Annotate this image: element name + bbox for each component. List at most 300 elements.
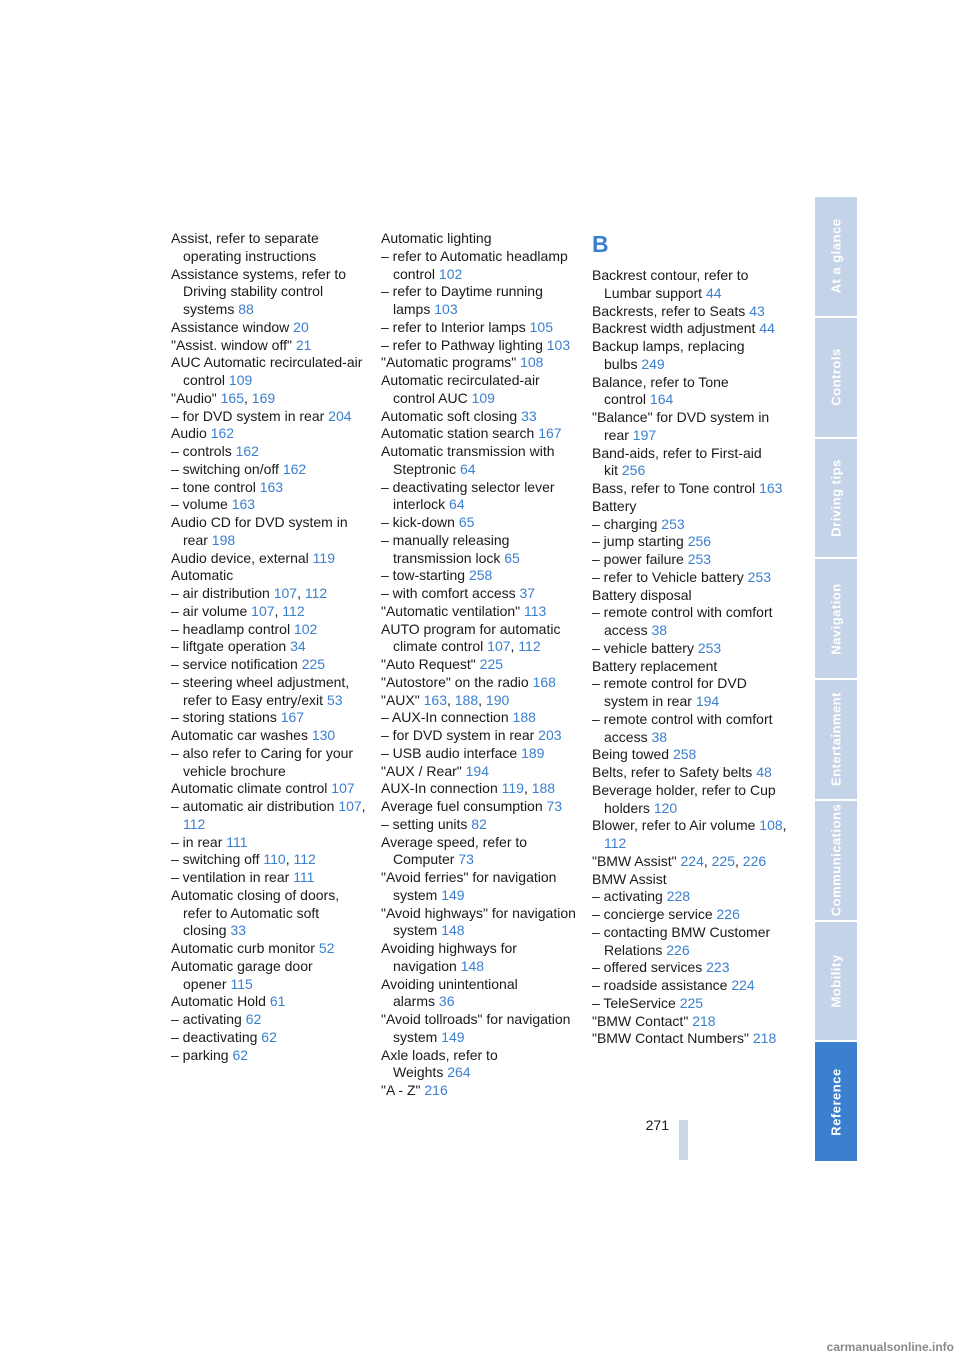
index-entry [592, 409, 792, 445]
index-entry [381, 1011, 577, 1047]
index-entry [171, 940, 371, 958]
index-entry [171, 727, 371, 745]
index-entry [381, 905, 577, 941]
chapter-tab-driving-tips[interactable] [815, 439, 857, 558]
page-reference-link[interactable]: 115 [230, 975, 253, 992]
index-entry-text: Avoiding unintentional alarms [381, 975, 518, 1010]
index-entry [592, 675, 792, 711]
index-entry-text: – switching off [171, 851, 260, 868]
index-entry-text: "Assist. window off" [171, 336, 292, 353]
page-reference-link[interactable]: 163 [423, 691, 447, 708]
page-reference-link[interactable]: 226 [666, 941, 690, 958]
index-entry-text: Bass, refer to Tone control [592, 480, 756, 496]
chapter-tab-mobility[interactable] [815, 922, 857, 1041]
index-entry-text: Automatic garage door opener [171, 957, 313, 992]
page-reference-link[interactable]: 163 [759, 480, 783, 496]
page-reference-link[interactable]: 112 [282, 602, 305, 619]
index-entry-text: – offered services [592, 959, 703, 976]
page-reference-link[interactable]: 65 [504, 549, 520, 566]
chapter-tab-label: At a glance [828, 218, 844, 294]
index-entry [171, 834, 371, 852]
index-entry [171, 337, 371, 355]
page-reference-link[interactable]: 107 [251, 602, 275, 619]
page-reference-link[interactable]: 119 [312, 549, 335, 566]
chapter-tab-at-a-glance[interactable] [815, 197, 857, 316]
page-reference-link[interactable]: 109 [228, 372, 253, 388]
index-entry-text: – remote control with comfort access [592, 604, 773, 638]
index-entry-text: "AUX / Rear" [381, 762, 462, 779]
page-reference-link[interactable]: 188 [512, 709, 536, 726]
page-reference-link[interactable]: 204 [328, 407, 352, 424]
page-reference-link[interactable]: 44 [759, 320, 775, 337]
page-reference-link[interactable]: 223 [706, 959, 730, 976]
index-entry [592, 320, 792, 338]
index-entry [171, 887, 371, 940]
page-reference-link[interactable]: 264 [447, 1064, 471, 1081]
page-reference-link[interactable]: 225 [301, 656, 326, 672]
page-reference-link[interactable]: 38 [651, 622, 668, 638]
page-reference-link[interactable]: 103 [546, 336, 571, 353]
page-reference-link[interactable]: 224 [680, 852, 704, 869]
page-reference-link[interactable]: 73 [458, 851, 474, 868]
page-reference-link[interactable]: 112 [293, 851, 316, 868]
page-reference-link[interactable]: 107 [487, 638, 511, 655]
index-entry [381, 745, 577, 763]
chapter-tab-communications[interactable] [815, 801, 857, 920]
index-entry-text: – setting units [381, 815, 468, 832]
page-reference-link[interactable]: 218 [752, 1030, 777, 1047]
page-reference-link[interactable]: 102 [293, 620, 318, 637]
index-entry-text: – switching on/off [171, 460, 279, 477]
index-entry-text: – steering wheel adjustment, refer to Easy entry/exit [171, 673, 350, 708]
index-entry-text: Automatic station search [381, 425, 535, 442]
index-entry [592, 551, 792, 569]
index-entry-text: – volume [171, 496, 228, 513]
page-reference-link[interactable]: 111 [293, 869, 315, 885]
page-reference-link[interactable]: 162 [210, 425, 235, 442]
index-entry-text: "Automatic programs" [381, 354, 517, 371]
index-entry-text: Audio device, external [171, 549, 309, 566]
page-reference-link[interactable]: 64 [449, 496, 465, 513]
index-entry [171, 1011, 371, 1029]
index-entry [381, 354, 577, 372]
index-entry-text: BMW Assist [592, 870, 667, 887]
index-entry [381, 1047, 577, 1083]
index-entry-text: AUX-In connection [381, 780, 498, 797]
page-reference-link[interactable]: 188 [531, 780, 556, 797]
index-entry-text: – also refer to Caring for your vehicle brochure [171, 744, 354, 779]
page-reference-link[interactable]: 189 [521, 744, 545, 761]
page-reference-link[interactable]: 258 [468, 567, 493, 584]
index-entry-text: "BMW Assist" [592, 852, 677, 869]
page-reference-link[interactable]: 88 [238, 301, 254, 317]
page-number: 271 [645, 1117, 669, 1133]
chapter-tab-label: Mobility [828, 954, 844, 1008]
index-entry [381, 337, 577, 355]
index-entry-text: Automatic Hold [171, 993, 266, 1010]
index-entry [171, 408, 371, 426]
index-entry-text: – manually releasing transmission lock [381, 531, 510, 566]
index-entry [592, 374, 792, 410]
index-entry [381, 479, 577, 515]
page-reference-link[interactable]: 256 [687, 533, 712, 550]
index-entry-text: – USB audio interface [381, 744, 518, 761]
index-entry-text: Automatic soft closing [381, 407, 518, 424]
page-reference-link[interactable]: 53 [326, 691, 343, 708]
page-reference-link[interactable]: 188 [454, 691, 479, 708]
index-entry-text: Automatic climate control [171, 780, 328, 797]
index-entry [592, 338, 792, 374]
page-reference-link[interactable]: 103 [434, 301, 458, 317]
page-reference-link[interactable]: 256 [621, 462, 646, 479]
page-reference-link[interactable]: 61 [269, 993, 286, 1010]
page-reference-link[interactable]: 198 [211, 531, 236, 548]
chapter-tab-reference[interactable] [815, 1042, 857, 1161]
page-reference-link[interactable]: 149 [441, 1028, 465, 1045]
index-entry-text: – kick-down [381, 514, 455, 530]
index-entry-text: – deactivating [171, 1028, 258, 1045]
page-reference-link[interactable]: 113 [524, 602, 547, 619]
page-reference-link[interactable]: 52 [318, 940, 335, 956]
page-reference-link[interactable]: 102 [438, 265, 463, 282]
index-entry-text: Battery disposal [592, 586, 692, 603]
index-entry-text: Audio CD for DVD system in rear [171, 514, 348, 548]
index-entry [171, 425, 371, 443]
index-entry [171, 514, 371, 550]
index-entry [381, 283, 577, 319]
page-reference-link[interactable]: 82 [471, 815, 487, 832]
index-entry-text: – roadside assistance [592, 977, 728, 993]
page-reference-link[interactable]: 226 [742, 852, 767, 869]
page-reference-link[interactable]: 149 [441, 886, 465, 903]
index-entry [592, 480, 792, 498]
index-entry-text: AUTO program for automatic climate control [381, 620, 561, 655]
index-entry-text: "Avoid highways" for navigation system [381, 904, 576, 939]
chapter-tab-label: Reference [828, 1067, 844, 1136]
index-entry-text: Automatic transmission with Steptronic [381, 443, 555, 477]
index-entry-text: Backrest width adjustment [592, 320, 756, 337]
index-entry: "BMW Assist" 224, 225, 226 [592, 852, 767, 869]
index-entry [592, 445, 792, 481]
page-reference-link[interactable]: 197 [632, 426, 657, 443]
index-entry [592, 640, 792, 658]
page-reference-link[interactable]: 169 [251, 389, 276, 406]
index-entry [592, 1030, 792, 1048]
index-entry [592, 303, 792, 321]
index-entry-text: – activating [171, 1011, 242, 1027]
page-reference-link[interactable]: 148 [441, 922, 465, 939]
index-entry [381, 727, 577, 745]
index-entry-text: – storing stations [171, 709, 277, 726]
index-entry-text: – jump starting [592, 533, 684, 550]
index-entry [592, 604, 792, 640]
page-reference-link[interactable]: 167 [280, 709, 305, 726]
index-entry-text: – AUX-In connection [381, 709, 509, 726]
index-entry [381, 1082, 577, 1100]
index-entry [381, 425, 577, 443]
index-entry [381, 709, 577, 727]
page-reference-link[interactable]: 249 [641, 355, 665, 372]
index-entry-text: – refer to Pathway lighting [381, 336, 543, 353]
index-entry [171, 1047, 371, 1065]
index-entry [592, 906, 792, 924]
index-entry-text: Assistance window [171, 318, 290, 335]
index-entry-text: – refer to Daytime running lamps [381, 283, 543, 317]
index-entry [592, 959, 792, 977]
page-reference-link[interactable]: 43 [749, 302, 765, 319]
index-entry-text: Audio [171, 425, 207, 442]
index-entry: – air distribution 107, 112 [171, 585, 328, 601]
page-reference-link[interactable]: 112 [304, 585, 328, 601]
index-entry [381, 674, 577, 692]
index-entry: AUTO program for automatic climate control 107, 112 [381, 620, 561, 655]
page-reference-link[interactable]: 194 [695, 693, 720, 709]
index-entry: "Audio" 165, 169 [171, 389, 276, 406]
page-reference-link[interactable]: 228 [666, 888, 691, 905]
page-reference-link[interactable]: 108 [520, 354, 544, 371]
page-reference-link[interactable]: 62 [245, 1011, 262, 1027]
page-reference-link[interactable]: 203 [538, 727, 562, 743]
page-reference-link[interactable]: 38 [651, 728, 668, 745]
page-reference-link[interactable]: 112 [604, 835, 627, 851]
page-reference-link[interactable]: 112 [518, 638, 541, 655]
index-entry-text: "Autostore" on the radio [381, 673, 529, 690]
page-reference-link[interactable]: 105 [529, 318, 553, 335]
index-entry [171, 869, 371, 887]
index-entry-text: – vehicle battery [592, 639, 694, 656]
index-entry-text: – refer to Interior lamps [381, 318, 526, 335]
page-reference-link[interactable]: 194 [465, 762, 489, 779]
index-entry [171, 656, 371, 674]
index-entry: Blower, refer to Air volume 108, 112 [592, 817, 787, 851]
index-entry-text: – refer to Automatic headlamp control [381, 247, 568, 282]
index-entry [381, 567, 577, 585]
chapter-tab-label: Controls [828, 348, 844, 406]
page-reference-link[interactable]: 44 [705, 284, 722, 301]
page-reference-link[interactable]: 165 [220, 389, 244, 406]
index-entry-text: – parking [171, 1046, 229, 1063]
page-reference-link[interactable]: 107 [331, 780, 355, 797]
index-entry-text: – tow-starting [381, 567, 466, 584]
index-entry-text: "Avoid ferries" for navigation system [381, 869, 557, 903]
watermark: carmanualsonline.info [826, 1340, 954, 1354]
index-entry-text: Assist, refer to separate operating instructions [171, 230, 319, 264]
index-entry-text: "BMW Contact Numbers" [592, 1030, 749, 1047]
index-entry [381, 656, 577, 674]
page-reference-link[interactable]: 109 [471, 389, 495, 406]
index-entry [381, 248, 577, 284]
page-reference-link[interactable]: 163 [259, 478, 284, 495]
page-reference-link[interactable]: 162 [235, 443, 259, 459]
index-entry [171, 550, 371, 568]
index-entry-text: Avoiding highways for navigation [381, 940, 517, 974]
page-reference-link[interactable]: 111 [226, 833, 248, 850]
index-entry [381, 816, 577, 834]
index-entry [171, 230, 371, 266]
page-reference-link[interactable]: 112 [183, 815, 206, 832]
index-entry [171, 266, 371, 319]
page-reference-link[interactable]: 119 [501, 780, 524, 797]
index-entry-text: – in rear [171, 833, 223, 850]
index-entry-text: Axle loads, refer to Weights [381, 1046, 498, 1081]
index-entry [381, 834, 577, 870]
page-reference-link[interactable]: 34 [290, 638, 306, 655]
index-entry [592, 711, 792, 747]
index-entry [381, 869, 577, 905]
index-entry-text: Battery [592, 497, 637, 514]
chapter-tab-controls[interactable] [815, 318, 857, 437]
index-entry [381, 532, 577, 568]
index-entry-text: – tone control [171, 478, 256, 495]
index-entry [592, 587, 792, 605]
index-entry: – switching off 110, 112 [171, 851, 316, 868]
index-entry [171, 496, 371, 514]
chapter-tab-entertainment[interactable] [815, 680, 857, 799]
index-entry [381, 585, 577, 603]
page-reference-link[interactable]: 62 [261, 1028, 277, 1045]
page-reference-link[interactable]: 218 [692, 1012, 716, 1029]
page-reference-link[interactable]: 164 [649, 391, 674, 408]
index-entry-text: Average speed, refer to Computer [381, 833, 528, 868]
page-reference-link[interactable]: 253 [697, 639, 722, 656]
index-entry-text: – contacting BMW Customer Relations [592, 923, 771, 958]
page-reference-link[interactable]: 64 [459, 460, 476, 477]
page-reference-link[interactable]: 36 [438, 993, 455, 1010]
page-reference-link[interactable]: 33 [230, 922, 247, 939]
index-entry [592, 995, 792, 1013]
chapter-tab-navigation[interactable] [815, 559, 857, 678]
chapter-tab-label: Driving tips [828, 459, 844, 537]
page-reference-link[interactable]: 108 [759, 817, 783, 834]
index-entry-text: Band-aids, refer to First-aid kit [592, 444, 762, 479]
page-reference-link[interactable]: 37 [519, 585, 536, 601]
index-entry: "AUX" 163, 188, 190 [381, 691, 510, 708]
index-entry-text: – air distribution [171, 585, 270, 601]
page-reference-link[interactable]: 148 [460, 957, 485, 974]
index-entry [381, 408, 577, 426]
page-reference-link[interactable]: 167 [538, 425, 562, 442]
index-entry [592, 267, 792, 303]
index-entry [592, 746, 792, 764]
page-reference-link[interactable]: 33 [521, 407, 537, 424]
index-entry-text: Automatic closing of doors, refer to Automatic soft closing [171, 886, 340, 939]
index-entry-text: – remote control for DVD system in rear [592, 675, 747, 709]
index-entry-text: Automatic [171, 567, 234, 584]
index-entry-text: "A - Z" [381, 1082, 421, 1098]
index-entry [171, 443, 371, 461]
index-entry [592, 764, 792, 782]
page-reference-link[interactable]: 226 [716, 906, 740, 922]
index-entry [381, 798, 577, 816]
index-entry [381, 372, 577, 408]
index-entry [381, 976, 577, 1012]
index-entry [171, 745, 371, 781]
index-entry-text: Automatic car washes [171, 727, 308, 743]
index-entry [592, 782, 792, 818]
page-reference-link[interactable]: 110 [263, 851, 286, 868]
index-entry [592, 977, 792, 995]
index-entry-text: – headlamp control [171, 620, 291, 637]
index-entry-text: "AUX" [381, 691, 420, 708]
page-reference-link[interactable]: 163 [231, 496, 256, 513]
index-entry-text: – automatic air distribution [171, 798, 335, 814]
page-reference-link[interactable]: 65 [458, 514, 475, 530]
index-entry-text: – concierge service [592, 906, 713, 922]
page-reference-link[interactable]: 130 [311, 727, 336, 743]
index-entry-text: Automatic recirculated-air control AUC [381, 372, 540, 406]
page-reference-link[interactable]: 253 [687, 551, 712, 567]
index-entry-text: – activating [592, 888, 663, 905]
page-reference-link[interactable]: 190 [485, 691, 510, 708]
page-reference-link[interactable]: 107 [273, 585, 298, 601]
index-entry: – automatic air distribution 107, 112 [171, 798, 366, 832]
page-reference-link[interactable]: 225 [711, 852, 735, 869]
index-entry [381, 940, 577, 976]
index-entry-text: – for DVD system in rear [381, 727, 535, 743]
page-reference-link[interactable]: 224 [731, 977, 755, 993]
page-reference-link[interactable]: 20 [293, 318, 309, 335]
index-entry-text: AUC Automatic recirculated-air control [171, 354, 363, 388]
index-entry [592, 871, 792, 889]
index-entry [381, 319, 577, 337]
page-reference-link[interactable]: 73 [546, 798, 563, 814]
index-entry [171, 461, 371, 479]
index-entry [381, 230, 577, 248]
index-entry [592, 888, 792, 906]
index-entry-text: "Automatic ventilation" [381, 602, 521, 619]
index-entry-text: Backrests, refer to Seats [592, 302, 746, 319]
page-reference-link[interactable]: 216 [424, 1082, 448, 1098]
page-reference-link[interactable]: 253 [661, 515, 685, 532]
page-reference-link[interactable]: 225 [479, 656, 504, 672]
index-column-2 [381, 230, 577, 1100]
index-entry [171, 567, 371, 585]
page-reference-link[interactable]: 21 [295, 336, 312, 353]
page-reference-link[interactable]: 258 [672, 746, 697, 763]
index-entry-text: Blower, refer to Air volume [592, 817, 756, 834]
index-column-1 [171, 230, 371, 1064]
chapter-tab-label: Navigation [828, 582, 844, 655]
index-entry [381, 443, 577, 479]
index-entry-text: "Auto Request" [381, 656, 476, 672]
index-entry-text: Backrest contour, refer to Lumbar support [592, 267, 749, 301]
page-reference-link[interactable]: 225 [679, 994, 704, 1011]
page-reference-link[interactable]: 48 [756, 764, 772, 780]
page-reference-link[interactable]: 107 [338, 798, 362, 814]
page-reference-link[interactable]: 62 [232, 1046, 249, 1063]
page-reference-link[interactable]: 120 [653, 799, 678, 816]
page-reference-link[interactable]: 253 [747, 568, 772, 585]
index-entry [381, 514, 577, 532]
index-entry-text: "BMW Contact" [592, 1012, 689, 1029]
index-entry-text: – charging [592, 515, 658, 532]
index-entry-text: Assistance systems, refer to Driving stability control systems [171, 265, 347, 317]
index-entry-text: – ventilation in rear [171, 869, 290, 885]
index-entry-text: – refer to Vehicle battery [592, 568, 744, 585]
index-entry [592, 533, 792, 551]
index-entry [592, 516, 792, 534]
page-reference-link[interactable]: 162 [282, 460, 307, 477]
page-number-bar [679, 1120, 688, 1160]
chapter-tab-label: Communications [828, 803, 844, 917]
index-entry [381, 603, 577, 621]
index-entry-text: – remote control with comfort access [592, 710, 773, 745]
index-entry-text: – air volume [171, 602, 248, 619]
chapter-tabs [815, 197, 857, 1161]
index-entry [592, 1013, 792, 1031]
page-reference-link[interactable]: 168 [532, 673, 556, 690]
index-entry [171, 993, 371, 1011]
